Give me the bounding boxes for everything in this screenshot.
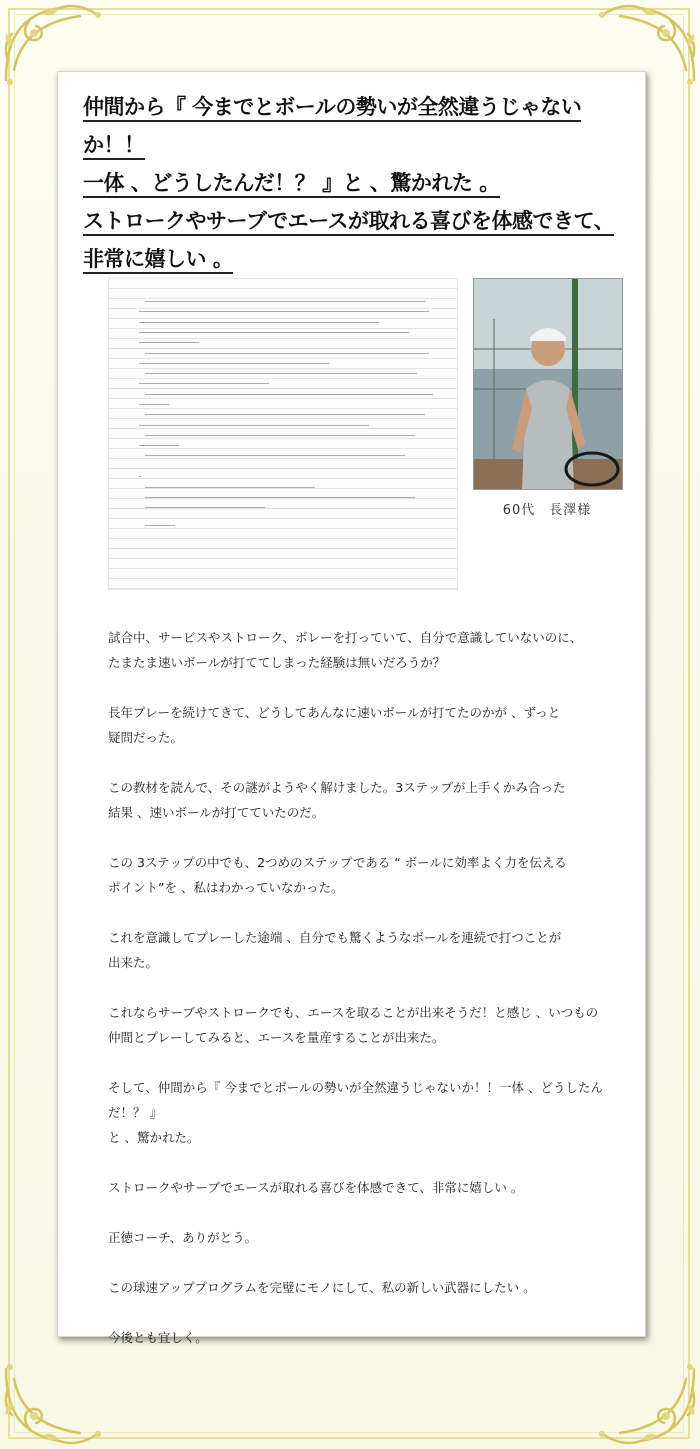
headline-line: 非常に嬉しい 。 [83,247,233,274]
headline-line: ストロークやサーブでエースが取れる喜びを体感できて、 [83,209,614,236]
photo-caption: 60代 長澤様 [502,503,592,518]
paragraph: 長年プレーを続けてきて、どうしてあんなに速いボールが打てたのかが 、ずっと 疑問だった。 [108,705,561,745]
paragraph: ストロークやサーブでエースが取れる喜びを体感できて、非常に嬉しい 。 [108,1180,524,1195]
customer-photo [473,278,623,490]
testimonial-body [108,625,608,1375]
paragraph: これを意識してプレーした途端 、自分でも驚くようなボールを連続で打つことが 出来た。 [108,930,562,970]
floral-corner-ornament-icon [0,1359,120,1449]
paragraph: この 3ステップの中でも、2つめのステップである “ ボールに効率よく力を伝える ポイント”を 、私はわかっていなかった。 [108,855,567,895]
paragraph: この球速アッププログラムを完璧にモノにして、私の新しい武器にしたい 。 [108,1280,536,1295]
handwritten-letter-image [108,278,458,590]
paragraph: そして、仲間から『 今までとボールの勢いが全然違うじゃないか！！一体 、どうしたんだ！？ 』 と 、驚かれた。 [108,1080,603,1145]
headline [83,88,638,278]
headline-line: 一体 、どうしたんだ！？ 』と 、驚かれた 。 [83,171,500,198]
paragraph: これならサーブやストロークでも、エースを取ることが出来そうだ！と感じ 、いつもの 仲間とプレーしてみると、エースを量産することが出来た。 [108,1005,599,1045]
paragraph: この教材を読んで、その謎がようやく解けました。3ステップが上手くかみ合った 結果 、速いボールが打てていたのだ。 [108,780,566,820]
testimonial-card [57,71,646,1345]
headline-line: 仲間から『 今までとボールの勢いが全然違うじゃないか！！ [83,95,581,160]
paragraph: 今後とも宜しく。 [108,1330,208,1345]
paragraph: 正徳コーチ、ありがとう。 [108,1230,258,1245]
paragraph: 試合中、サービスやストローク、ボレーを打っていて、自分で意識していないのに、 たまたま速いボールが打ててしまった経験は無いだろうか？ [108,630,583,670]
